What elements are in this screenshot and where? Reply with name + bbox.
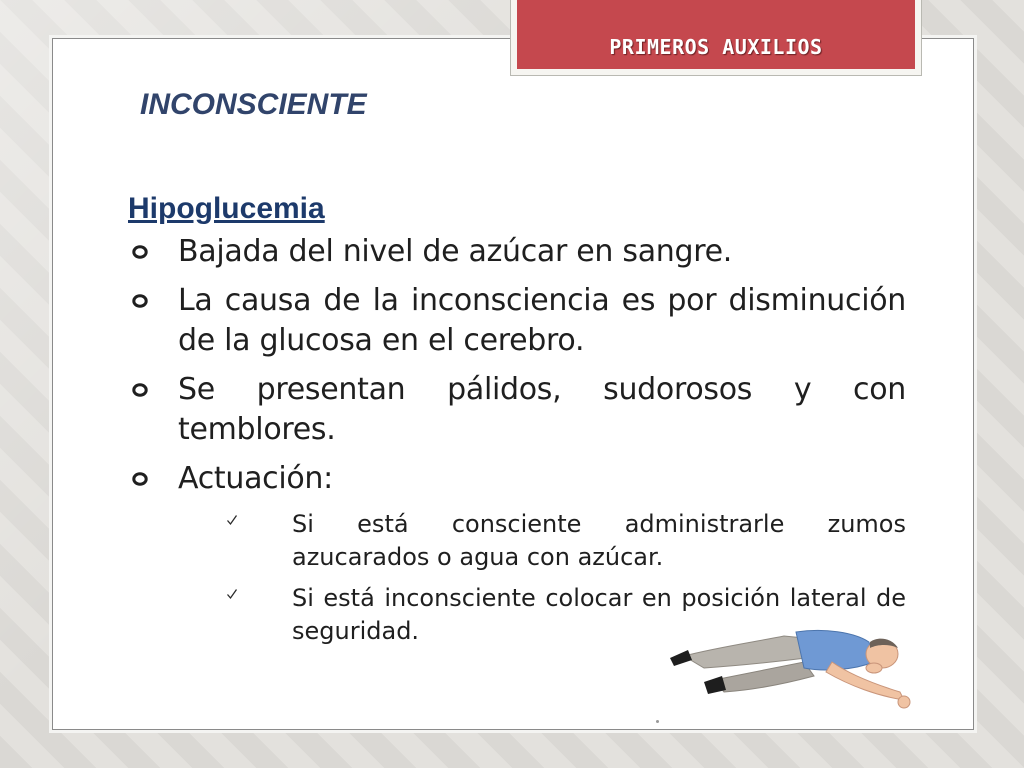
ring-bullet-icon (132, 245, 148, 259)
ring-bullet-icon (132, 294, 148, 308)
header-tab-label: PRIMEROS AUXILIOS (609, 35, 823, 59)
checkmark-icon (226, 514, 238, 526)
sub-bullet-text: Si está consciente administrarle zumos azucarados o agua con azúcar. (292, 510, 906, 571)
slide-title: INCONSCIENTE (140, 88, 367, 121)
header-tab (517, 0, 915, 69)
sub-bullet-text: Si está inconsciente colocar en posición lateral de seguridad. (292, 584, 906, 645)
slide-content (128, 190, 906, 656)
bullet-text: La causa de la inconsciencia es por disminución de la glucosa en el cerebro. (178, 283, 906, 358)
bullet-text: Bajada del nivel de azúcar en sangre. (178, 234, 733, 269)
bullet-text: Actuación: (178, 461, 333, 496)
checkmark-icon (226, 588, 238, 600)
bullet-item (128, 459, 906, 499)
ring-bullet-icon (132, 383, 148, 397)
bullet-item (128, 281, 906, 361)
header-tab-frame (510, 0, 922, 76)
ring-bullet-icon (132, 472, 148, 486)
sub-bullet-item (128, 508, 906, 574)
footer-dot (656, 720, 659, 723)
section-heading: Hipoglucemia (128, 192, 325, 225)
bullet-item (128, 232, 906, 272)
recovery-position-person-icon (664, 618, 918, 722)
bullet-item (128, 370, 906, 450)
bullet-list (128, 232, 906, 499)
bullet-text: Se presentan pálidos, sudorosos y con temblores. (178, 372, 906, 447)
